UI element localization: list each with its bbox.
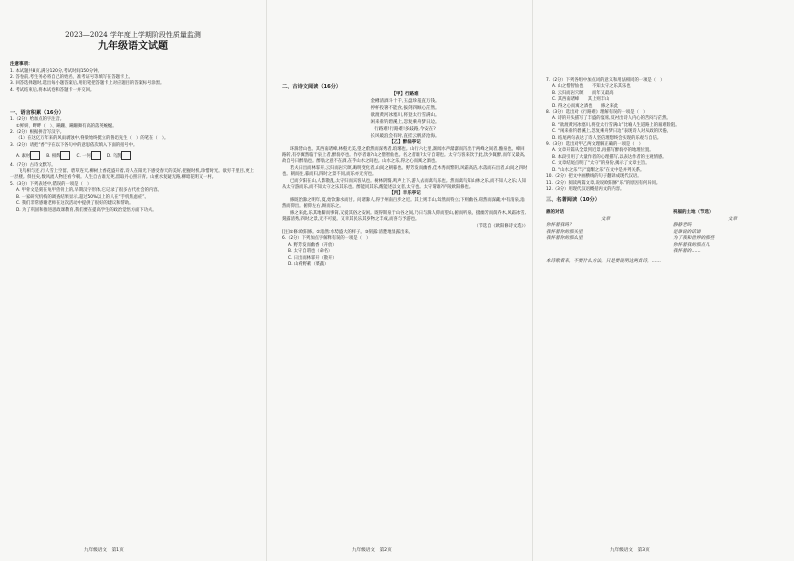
- option: A. 山之僧智仙也 不知太守之乐其乐也: [552, 84, 631, 90]
- question-1-text: ①鲜妍、畔畔（ ）、蹒跚、蹒跚舞有高的落英蜿蜒。: [16, 123, 117, 129]
- question-11: 11.（2分）阅读两篇文章,说说欧阳修“乐”的原因有何异同。: [546, 180, 661, 186]
- page-3-column: [546, 8, 792, 548]
- option: D. 结尾两句表达了诗人坚信理想终会实现的乐观与自信。: [552, 135, 662, 141]
- answer-box[interactable]: [91, 151, 101, 160]
- page-divider: [532, 0, 533, 561]
- question-4: 4.（7分）古诗文默写。: [10, 162, 56, 168]
- handwritten-line: 我怀着的……: [673, 248, 701, 254]
- passage-c-title: 【丙】丰乐亭记: [389, 191, 421, 197]
- option: B. 云归而岩穴暝 而年又最高: [552, 90, 614, 96]
- option: D. 山肴野蔌（菜蔬）: [288, 262, 329, 268]
- composition-right-title: 祝福的土地（节选）: [673, 210, 714, 216]
- page-footer: 九年级语文 第1页: [84, 548, 124, 553]
- poem-line: 停杯投箸不能食,拔剑四顾心茫然。: [370, 106, 440, 111]
- option: A. 甲骨文是刻在龟甲兽骨上的,早期汉字形体,它记录了很多古代社会的内容。: [16, 188, 162, 194]
- section-3-title: 三、名著阅读（10分）: [546, 197, 600, 204]
- section-1-title: 一、语言积累（16分）: [10, 110, 64, 117]
- question-7: 7.（2分）下列各组中加点词的意义和用法相同的一项是（ ）: [546, 78, 665, 83]
- section-1-body: [10, 117, 256, 214]
- poem-line: 长风破浪会有时,直挂云帆济沧海。: [370, 134, 440, 139]
- passage-source: （节选自《欧阳修诗文选》）: [474, 223, 528, 229]
- passage-b-paragraph: 若夫日出而林霏开,云归而岩穴暝,晦明变化者,山间之朝暮也。野芳发而幽香,佳木秀而繁阴,风霜高洁,水落而石出者,山间之四时也。朝而往,暮而归,四时之景不同,而乐亦无穷也。: [282, 165, 528, 178]
- page-footer: 九年级语文 第2页: [352, 548, 392, 553]
- option: D. “山水之乐”与“宴酣之乐”在文中是并列关系。: [552, 167, 645, 173]
- footnote: [注]①修:欧阳修。②滃然:水势盛大的样子。③刻露:清楚地显露出来。: [282, 230, 413, 236]
- page-1-column: [10, 8, 256, 548]
- handwritten-line: 你怀着我的那点儿: [673, 242, 710, 248]
- poem-line: 闲来垂钓碧溪上,忽复乘舟梦日边。: [370, 120, 440, 125]
- option: C. 其西南诸峰 其上则丰山: [552, 97, 610, 103]
- handwritten-line: 为了我和世界的那些: [673, 236, 715, 242]
- option: D. 为了巩固和推进思政课教育,我们要在提高学生的政治觉悟方面下功夫。: [16, 207, 157, 213]
- page-2-column: [282, 8, 528, 548]
- answer-box[interactable]: [60, 151, 70, 160]
- answer-box[interactable]: [121, 151, 131, 160]
- question-2: 2.（2分）根据拼音写汉字。: [10, 130, 65, 136]
- notes-list: [10, 69, 256, 95]
- notes-heading: 注意事项：: [10, 62, 33, 67]
- poem-line: 行路难!行路难!多歧路,今安在?: [374, 127, 436, 132]
- question-9: 9.（3分）选出对甲乙两文理解正确的一项是（ ）: [546, 142, 644, 148]
- passage-b-paragraph: 环滁皆山也。其西南诸峰,林壑尤美,望之蔚然而深秀者,琅琊也。山行六七里,渐闻水声潺潺而泻出于两峰之间者,酿泉也。峰回路转,有亭翼然临于泉上者,醉翁亭也。作亭者谁?山之僧智仙也。名之者谁?太守自谓也。太守与客来饮于此,饮少辄醉,而年又最高,故自号曰醉翁也。醉翁之意不在酒,在乎山水之间也。山水之乐,得之心而寓之酒也。: [282, 146, 526, 165]
- option: A. 诗的开头描写了丰盛的宴席,反衬出诗人内心的苦闷与茫然。: [552, 116, 671, 122]
- question-6: 6.（2分）下列加点字解释有误的一项是（ ）: [282, 236, 371, 242]
- option: C. 文章结尾点明了“太守”的身份,揭示了文章主旨。: [552, 161, 650, 167]
- question-4-text: 飞鸟相与还,行人雪上空留。碧草连天,柳树上香花盛开着,诗人在阳光下感受春天的美好,把握时机,珍惜时光。欲穷千里目,更上一层楼。俱往矣,数风流人物还看今朝。人生自古谁无死,留取丹心照汗青。山重水复疑无路,柳暗花明又一村。: [10, 169, 254, 181]
- option: C. 日出而林霏开（散开）: [288, 255, 337, 261]
- composition-right: [673, 210, 792, 255]
- option: B. 一家研究机构的调查结果显示,超过50%以上的人在“手机焦虑症”。: [16, 194, 149, 200]
- passage-b-title: 【乙】醉翁亭记: [389, 140, 421, 145]
- handwritten-line: 文章: [600, 216, 611, 222]
- option: A. 文章开篇从全景到近景,再描写醉翁亭的地理位置。: [552, 148, 654, 154]
- question-8: 8.（3分）选出对《行路难》理解有误的一项是（ ）: [546, 110, 648, 116]
- page-footer: 九年级语文 第3页: [610, 548, 650, 553]
- section-3-body: [546, 78, 792, 193]
- handwritten-line: 是谁说的话语: [673, 229, 701, 235]
- option: B. 太守自谓也（命名）: [288, 249, 333, 255]
- option: A. 野芳发而幽香（开放）: [288, 242, 337, 248]
- option: A. 素材: [16, 151, 40, 160]
- handwritten-line: 我怀着你的那么里: [546, 236, 583, 242]
- answer-box[interactable]: [30, 151, 40, 160]
- exam-year-title: 2023—2024 学年度上学期阶段性质量监测: [65, 31, 201, 39]
- option: B. “欲渡黄河冰塞川,将登太行雪满山”比喻人生道路上的艰难险阻。: [552, 122, 680, 128]
- option: D. 乌鹊: [107, 151, 132, 160]
- note-item: 4. 考试结束后,将本试卷和答题卡一并交回。: [10, 87, 95, 93]
- note-item: 1. 本试题共8页,满分120分,考试时间150分钟。: [10, 68, 102, 74]
- note-item: 3. 回答选择题时,选出每小题答案后,用铅笔把答题卡上对应题目的答案标号涂黑。: [10, 81, 165, 87]
- exam-subject-title: 九年级语文试题: [98, 41, 168, 52]
- poem-line: 金樽清酒斗十千,玉盘珍羞直万钱。: [370, 99, 440, 104]
- option: C. 我们非常感谢老师在这次活动中提供了很好的建议和帮助。: [16, 201, 134, 207]
- composition-columns: [546, 210, 792, 255]
- option: D. 得之心而寓之酒也 修之来此: [552, 103, 619, 109]
- question-12: 12.（3分）用现代汉语概括丙文的内容。: [546, 186, 625, 192]
- composition-tail: 本诗歌看来，不要什么方法，只是要说明这两首诗，……: [546, 259, 661, 265]
- passage-b-paragraph: 已而夕阳在山,人影散乱,太守归而宾客从也。树林阴翳,鸣声上下,游人去而禽鸟乐也。然而禽鸟知山林之乐,而不知人之乐;人知从太守游而乐,而不知太守之乐其乐也。醉能同其乐,醒能述以文者,太守也。太守谓谁?庐陵欧阳修也。: [282, 178, 527, 191]
- passage-c-paragraph: 修之来此,乐其地僻而事简,又爱其俗之安闲。既得斯泉于山谷之间,乃日与滁人仰而望山,俯而听泉。掇幽芳而荫乔木,风霜冰雪,刻露清秀,四时之景,无不可爱。又幸其民乐其岁物之丰成,而喜与予游也。: [282, 210, 526, 223]
- section-2-title: 二、古诗文阅读（16分）: [282, 84, 342, 90]
- option: B. 本段引用了大量作者的心理描写,以表达作者的主观情感。: [552, 154, 667, 160]
- question-3-options: [10, 151, 256, 160]
- option: B. 相辉: [46, 151, 70, 160]
- handwritten-line: 你怀着我吗？: [546, 223, 574, 229]
- poem-title: 【甲】行路难: [391, 92, 419, 97]
- page-divider: [266, 0, 267, 561]
- question-2-text: （1）在这亿万年来的风雨剥蚀中,脊梁始终挺立的鲁迅先生（ ）的笔在（ ）。: [16, 136, 169, 142]
- poem: [282, 91, 528, 140]
- question-5: 5.（3分）下列表述中,错误的一项是（ ）: [10, 181, 92, 187]
- option: C. 一何: [76, 151, 100, 160]
- handwritten-line: 我怀着你的那头里: [546, 229, 583, 235]
- reading-passages: [282, 140, 528, 269]
- question-10: 10.（2分）把文中画横线的句子翻译成现代汉语。: [546, 174, 642, 180]
- passage-c-paragraph: 修既治滁之明年,夏,始饮滁水而甘。问诸滁人,得于州南百步之近。其上则丰山,耸然而特立;下则幽谷,窈然而深藏;中有清泉,滃然而仰出。俯仰左右,顾而乐之。: [282, 198, 525, 210]
- question-3: 3.（2分）请把“香”字在以下各句中的意思依次填入下面的括号中。: [10, 142, 138, 148]
- poem-line: 欲渡黄河冰塞川,将登太行雪满山。: [370, 113, 440, 118]
- composition-left-title: 鼎的对话: [546, 210, 564, 216]
- note-item: 2. 答卷前,考生务必将自己的姓名、准考证号等填写在答题卡上。: [10, 75, 133, 80]
- option: C. “闲来垂钓碧溪上,忽复乘舟梦日边”表现诗人对从政的厌倦。: [552, 129, 671, 135]
- handwritten-line: 文章: [727, 216, 738, 222]
- composition-left: [546, 210, 665, 255]
- handwritten-line: 静静老吗: [673, 223, 692, 229]
- question-1: 1.（2分）给加点的字注音。: [10, 117, 65, 123]
